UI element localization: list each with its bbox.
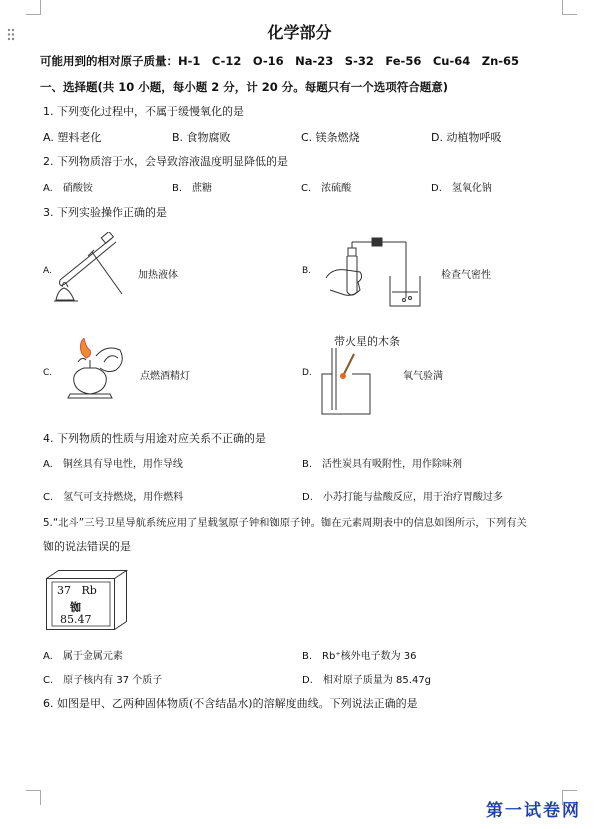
crop-mark-top-right: [562, 0, 577, 15]
question-2-option-a: A. 硝酸铵: [43, 183, 93, 194]
page-title: 化学部分: [267, 23, 332, 42]
question-5-option-b: B. Rb⁺核外电子数为 36: [302, 651, 417, 662]
question-3-option-b-label: 检查气密性: [441, 270, 491, 281]
question-2-option-c: C. 浓硫酸: [301, 183, 352, 194]
question-6-stem: 6. 如图是甲、乙两种固体物质(不含结晶水)的溶解度曲线。下列说法正确的是: [43, 697, 418, 710]
question-5-option-d: D. 相对原子质量为 85.47g: [302, 675, 432, 686]
question-4-option-a: A. 铜丝具有导电性，用作导线: [43, 459, 183, 470]
question-1-option-b: B. 食物腐败: [172, 131, 231, 144]
question-3-option-b-letter: B.: [302, 266, 312, 276]
question-2-stem: 2. 下列物质溶于水，会导致溶液温度明显降低的是: [43, 155, 288, 168]
question-5-stem-line-2: 铷的说法错误的是: [43, 540, 131, 553]
question-4-option-c: C. 氢气可支持燃烧，用作燃料: [43, 492, 184, 503]
question-3-option-d-letter: D.: [302, 368, 312, 378]
element-symbol: Rb: [81, 584, 97, 597]
question-4-option-b: B. 活性炭具有吸附性，用作除味剂: [302, 459, 463, 470]
question-1-stem: 1. 下列变化过程中，不属于缓慢氧化的是: [43, 105, 244, 118]
element-atomic-mass: 85.47: [60, 613, 92, 626]
alcohol-lamp-illustration: [60, 338, 140, 406]
crop-mark-top-left: [26, 0, 41, 15]
question-1-option-c: C. 镁条燃烧: [301, 131, 360, 144]
oxygen-test-illustration: [318, 344, 374, 420]
question-3-option-c-letter: C.: [43, 368, 53, 378]
question-3-stem: 3. 下列实验操作正确的是: [43, 206, 167, 219]
question-5-option-a: A. 属于金属元素: [43, 651, 123, 662]
element-atomic-number: 37: [57, 584, 71, 597]
question-4-option-d: D. 小苏打能与盐酸反应，用于治疗胃酸过多: [302, 492, 503, 503]
question-1-option-d: D. 动植物呼吸: [431, 131, 502, 144]
crop-mark-bottom-left: [26, 790, 41, 805]
question-1-option-a: A. 塑料老化: [43, 131, 102, 144]
heating-liquid-illustration: [52, 232, 138, 308]
question-2-option-b: B. 蔗糖: [172, 183, 213, 194]
section-heading: 一、选择题(共 10 小题，每小题 2 分，计 20 分。每题只有一个选项符合题意): [40, 80, 449, 94]
airtightness-check-illustration: [322, 234, 422, 314]
question-3-option-d-caption: 带火星的木条: [334, 335, 400, 348]
question-3-option-a-label: 加热液体: [138, 270, 178, 281]
question-5-stem-line-1: 5.“北斗”三号卫星导航系统应用了星载氢原子钟和铷原子钟。铷在元素周期表中的信息如图所示，下列有关: [43, 517, 527, 529]
question-2-option-d: D. 氢氧化钠: [431, 183, 492, 194]
question-5-option-c: C. 原子核内有 37 个质子: [43, 675, 163, 686]
question-3-option-d-label: 氧气验满: [403, 371, 443, 382]
question-4-stem: 4. 下列物质的性质与用途对应关系不正确的是: [43, 432, 266, 445]
question-3-option-a-letter: A.: [43, 266, 52, 276]
periodic-element-card: [46, 570, 128, 630]
atomic-masses: 可能用到的相对原子质量：H-1 C-12 O-16 Na-23 S-32 Fe-56 Cu-64 Zn-65: [40, 54, 520, 68]
element-name: 铷: [70, 601, 81, 614]
question-3-option-c-label: 点燃酒精灯: [140, 371, 190, 382]
watermark-logo: 第一试卷网: [486, 801, 581, 821]
